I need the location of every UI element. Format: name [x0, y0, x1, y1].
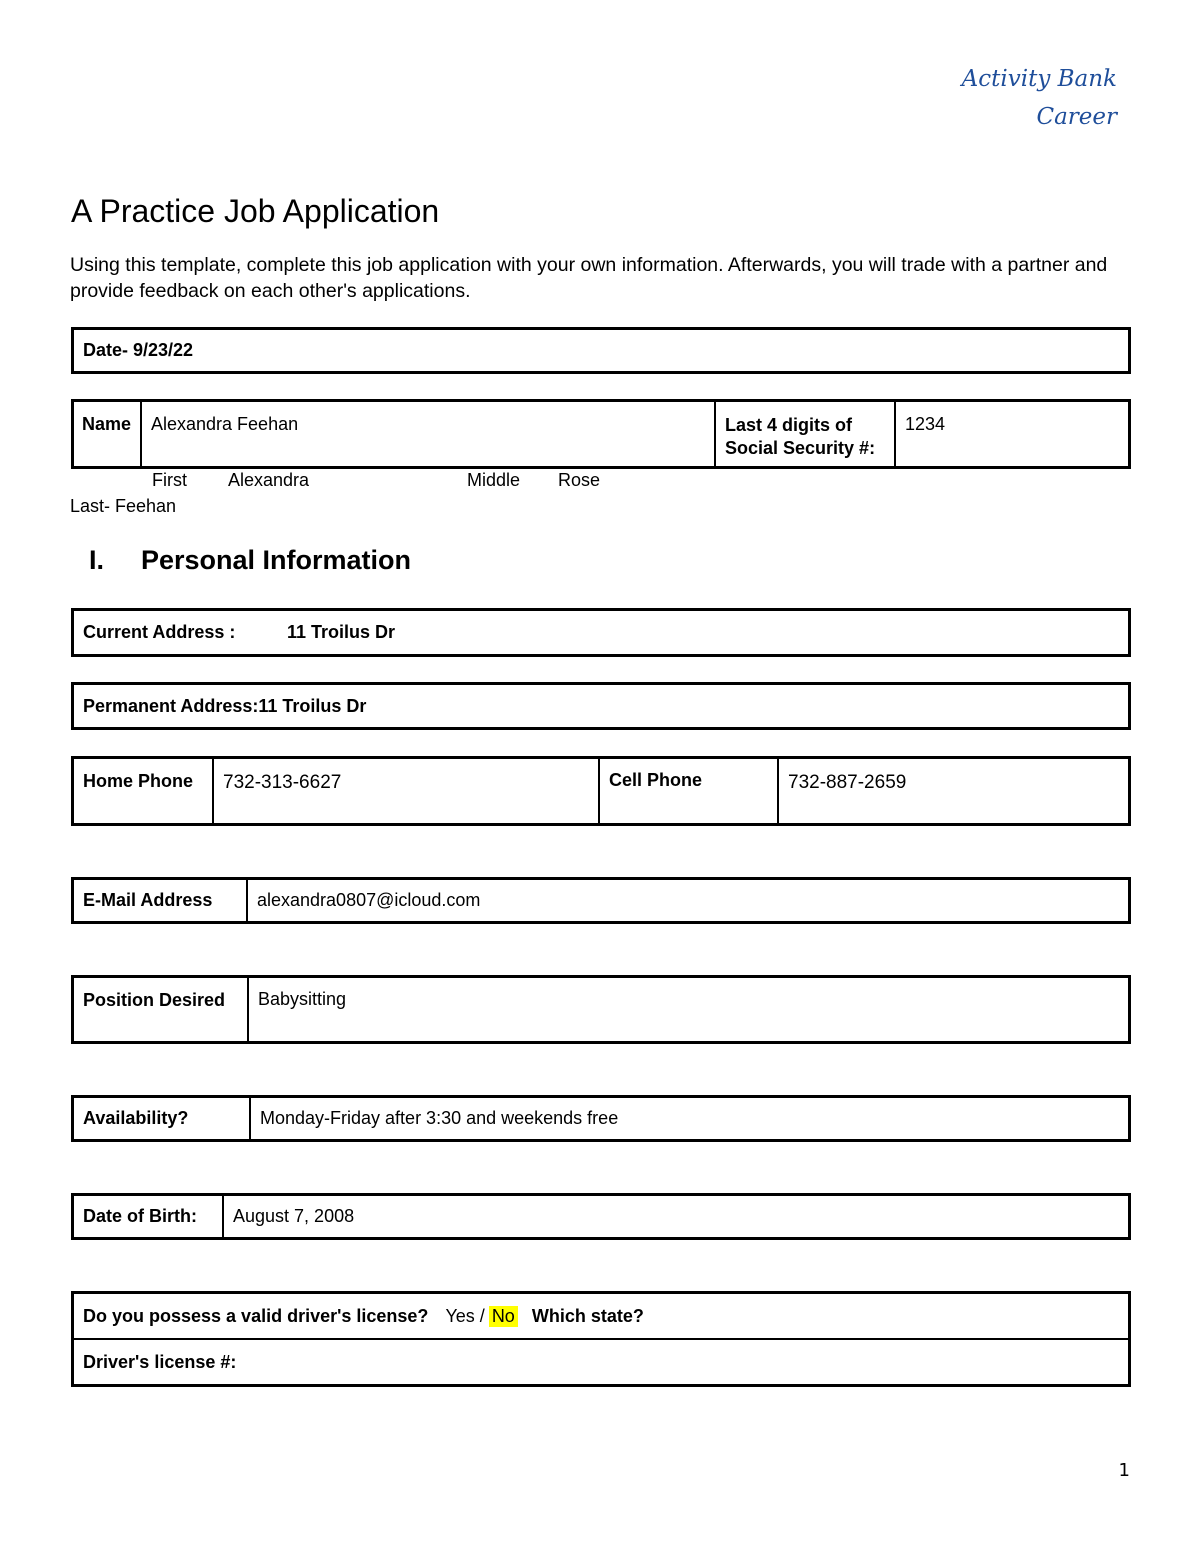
middle-name-value: Rose	[558, 470, 601, 490]
home-phone-field[interactable]: 732-313-6627	[212, 759, 598, 823]
email-field[interactable]: alexandra0807@icloud.com	[246, 880, 1128, 921]
intro-text: Using this template, complete this job application with your own information. Afterwards, you will trade with a partner and provide feedback on each other's applications.	[70, 254, 1108, 302]
license-number-field[interactable]: Driver's license #:	[83, 1351, 237, 1372]
email-box	[71, 877, 1131, 924]
ssn-field[interactable]: 1234	[894, 402, 1128, 466]
license-question: Do you possess a valid driver's license?	[83, 1305, 429, 1326]
availability-label: Availability?	[83, 1108, 189, 1128]
license-no-option[interactable]: No	[489, 1306, 518, 1327]
page-number: 1	[1118, 1460, 1130, 1481]
cell-phone-field[interactable]: 732-887-2659	[777, 759, 1128, 823]
section-number: I.	[89, 545, 105, 575]
date-field[interactable]: Date- 9/23/22	[83, 340, 194, 360]
position-box	[71, 975, 1131, 1044]
phone-box	[71, 756, 1131, 826]
availability-box	[71, 1095, 1131, 1142]
permanent-address-field[interactable]: Permanent Address:11 Troilus Dr	[83, 695, 367, 716]
header-career: Career	[1036, 104, 1117, 130]
license-question-row	[74, 1294, 1128, 1340]
cell-phone-label: Cell Phone	[598, 759, 777, 823]
page-title: A Practice Job Application	[71, 193, 440, 229]
first-name-value: Alexandra	[228, 470, 310, 490]
date-box	[71, 327, 1131, 374]
license-yes-option[interactable]: Yes /	[445, 1305, 485, 1326]
current-address-value: 11 Troilus Dr	[287, 622, 396, 642]
license-state-label: Which state?	[531, 1305, 644, 1326]
current-address-label: Current Address :	[83, 622, 236, 642]
dob-label: Date of Birth:	[83, 1206, 197, 1226]
header-activity-bank: Activity Bank	[961, 66, 1117, 92]
last-name-line: Last- Feehan	[70, 496, 177, 516]
section-title: Personal Information	[141, 545, 412, 575]
permanent-address-box	[71, 682, 1131, 730]
dob-box	[71, 1193, 1131, 1240]
home-phone-label: Home Phone	[83, 771, 194, 791]
position-label: Position Desired	[83, 990, 226, 1010]
first-name-label: First	[152, 470, 187, 490]
middle-name-label: Middle	[467, 470, 521, 490]
current-address-field[interactable]	[74, 611, 1128, 654]
current-address-box	[71, 608, 1131, 657]
name-label: Name	[82, 414, 132, 434]
name-field[interactable]: Alexandra Feehan	[140, 402, 714, 466]
dob-field[interactable]: August 7, 2008	[222, 1196, 1128, 1237]
position-field[interactable]: Babysitting	[247, 978, 1128, 1041]
ssn-label: Last 4 digits of Social Security #:	[714, 402, 894, 466]
email-label: E-Mail Address	[83, 890, 213, 910]
name-box	[71, 399, 1131, 469]
license-box	[71, 1291, 1131, 1387]
section-heading	[89, 545, 411, 576]
availability-field[interactable]: Monday-Friday after 3:30 and weekends free	[249, 1098, 1128, 1139]
